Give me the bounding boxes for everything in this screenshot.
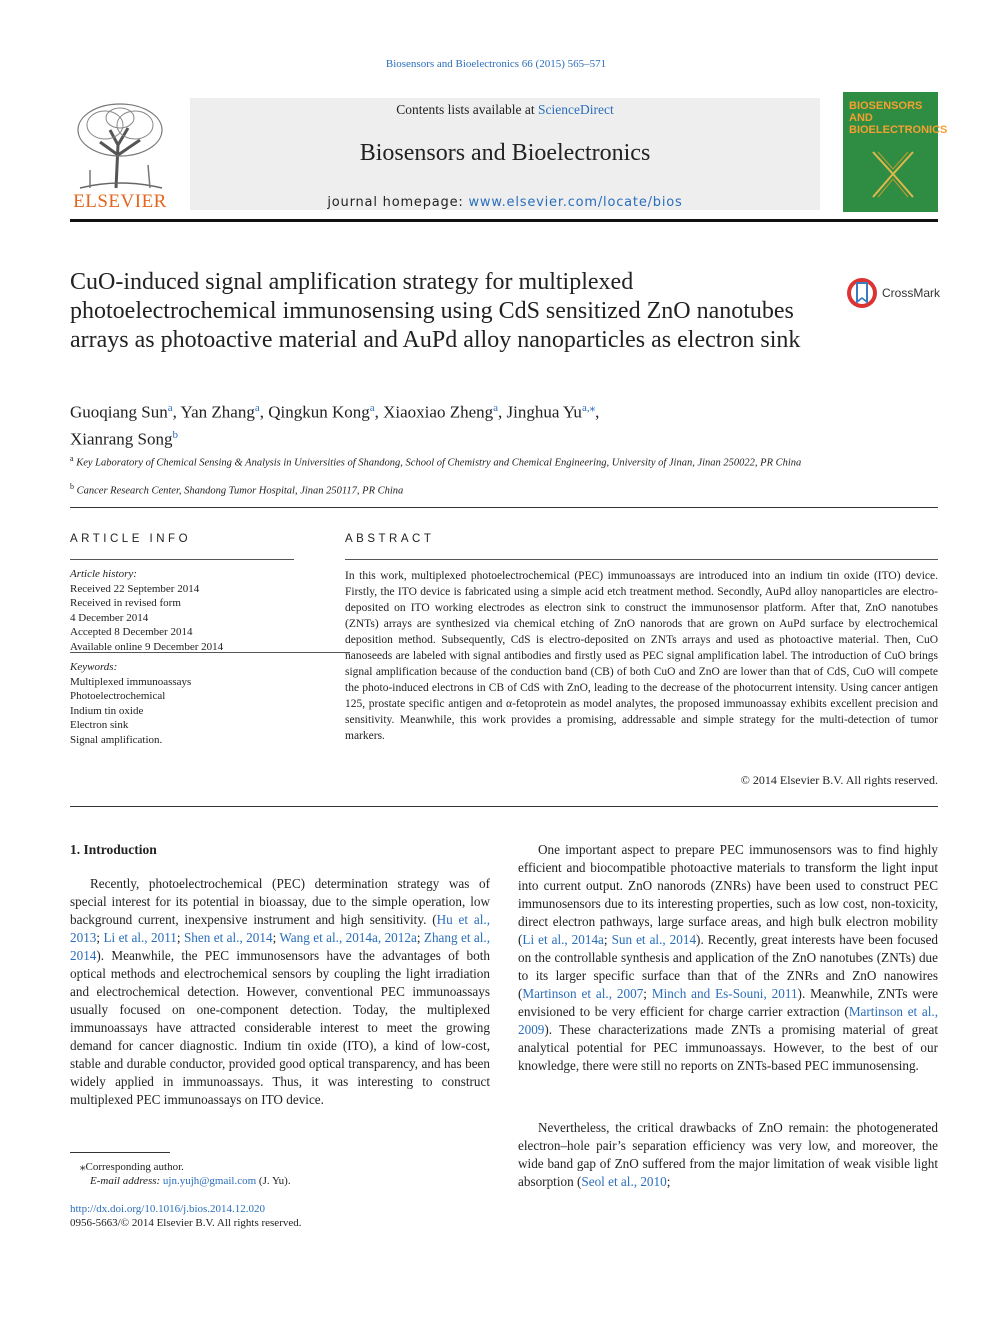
crossmark-icon (845, 276, 879, 310)
author-name[interactable]: Xianrang Song (70, 429, 173, 449)
author-list (70, 397, 850, 450)
affiliation-text: Cancer Research Center, Shandong Tumor Hospital, Jinan 250117, PR China (76, 485, 404, 497)
email-note (90, 1174, 291, 1188)
history-item: Received 22 September 2014 (70, 582, 200, 595)
paragraph-text: ). These characterizations made ZNTs a promising material of great analytical potential for PEC immunoassays. However, to the best of our knowledge, there were still no reports on ZNTs-based PEC immunosensing. (518, 1022, 938, 1073)
author-name[interactable]: Qingkun Kong (268, 402, 370, 422)
sciencedirect-link[interactable]: ScienceDirect (538, 102, 614, 117)
abstract-rule (345, 559, 938, 560)
citation-link[interactable]: Li et al., 2011 (103, 930, 177, 945)
author-affiliation-mark[interactable]: a (369, 402, 375, 414)
citation-link[interactable]: Martinson et al., 2007 (522, 986, 644, 1001)
cover-graphic-icon (868, 147, 918, 202)
author-affiliation-mark[interactable]: a,⁎ (581, 402, 596, 414)
elsevier-logo[interactable] (70, 100, 170, 210)
citation-link[interactable]: Wang et al., 2014a, 2012a (279, 930, 417, 945)
history-item: Accepted 8 December 2014 (70, 626, 193, 638)
author-separator: , (498, 402, 507, 422)
history-item: Received in revised form (70, 597, 181, 609)
email-suffix: (J. Yu). (256, 1175, 291, 1187)
contents-line (190, 102, 820, 118)
author-name[interactable]: Guoqiang Sun (70, 402, 168, 422)
corresponding-author-note: ⁎Corresponding author. (80, 1161, 184, 1173)
paragraph-text: One important aspect to prepare PEC immunosensors was to find highly efficient and biocompatible photoactive materials to transform the light input into current output. ZnO nanorods (ZNRs) have been used to construct PEC immunosensors due to its interesting properties, such as low cost, non-toxicity, direct electron pathways, large surface areas, and high bulk electron mobility ( (518, 842, 938, 947)
homepage-prefix: journal homepage: (327, 195, 469, 210)
email-label: E-mail address: (90, 1175, 163, 1187)
affiliation-b (70, 480, 860, 498)
paragraph-text: ; (176, 930, 184, 945)
citation-link[interactable]: Sun et al., 2014 (611, 932, 697, 947)
footnote-rule (70, 1152, 170, 1153)
issn-line: 0956-5663/© 2014 Elsevier B.V. All rights reserved. (70, 1217, 302, 1229)
crossmark-badge[interactable] (845, 276, 940, 310)
paragraph-text: ; (603, 932, 612, 947)
citation-link[interactable]: Zhang et al., 2014 (70, 930, 491, 963)
abstract-copyright: © 2014 Elsevier B.V. All rights reserved. (740, 773, 938, 787)
article-history (70, 567, 294, 654)
keyword-item: Photoelectrochemical (70, 690, 166, 702)
author-affiliation-mark[interactable]: a (167, 402, 173, 414)
citation-link[interactable]: Hu et al., 2013 (70, 912, 491, 945)
author-separator: , (259, 402, 269, 422)
author-separator: , (374, 402, 384, 422)
citation-link[interactable]: Seol et al., 2010 (581, 1174, 667, 1189)
crossmark-label: CrossMark (882, 286, 941, 300)
affiliation-mark: a (70, 454, 74, 463)
keyword-item: Electron sink (70, 719, 129, 731)
author-affiliation-mark[interactable]: a (254, 402, 260, 414)
journal-title: Biosensors and Bioelectronics (359, 140, 651, 166)
journal-cover-thumbnail[interactable] (843, 92, 948, 212)
doi-link[interactable] (70, 1202, 265, 1216)
intro-left-paragraph (70, 875, 490, 1109)
affiliation-a (70, 452, 860, 470)
paragraph-text: ; (666, 1174, 671, 1189)
abstract-heading: ABSTRACT (345, 533, 435, 545)
paragraph-text: Nevertheless, the critical drawbacks of ZnO remain: the photogenerated electron–hole pair’s separation efficiency was very low, and moreover, the wide band gap of ZnO suffered from the major limitation of weak visible light absorption ( (518, 1120, 938, 1189)
article-info-heading: ARTICLE INFO (70, 533, 192, 545)
email-link[interactable]: ujn.yujh@gmail.com (162, 1175, 257, 1187)
citation-link[interactable]: Shen et al., 2014 (183, 930, 273, 945)
journal-citation[interactable]: Biosensors and Bioelectronics 66 (2015) 565–571 (385, 58, 607, 70)
history-label: Article history: (70, 568, 137, 580)
paragraph-text: ). Recently, great interests have been focused on the controllable synthesis and application of the ZnO nanotubes (ZNTs) due to its larger specific surface than that of the ZNRs and ZnO nanowires ( (518, 932, 939, 1001)
author-separator: , (172, 402, 181, 422)
publisher-name: ELSEVIER (73, 191, 167, 212)
intro-right-paragraph-1 (518, 841, 938, 1075)
journal-homepage (190, 195, 820, 210)
intro-right-paragraph-2 (518, 1119, 938, 1191)
paragraph-text: ). Meanwhile, ZNTs were envisioned to be very efficient for charge carrier extraction ( (518, 986, 938, 1019)
intro-heading: 1. Introduction (70, 842, 157, 857)
citation-link[interactable]: Martinson et al., 2009 (518, 1004, 938, 1037)
keyword-item: Indium tin oxide (70, 704, 144, 717)
affiliation-mark: b (70, 482, 74, 491)
abstract-text: In this work, multiplexed photoelectrochemical (PEC) immunoassays are introduced into an indium tin oxide (ITO) device. Firstly, the ITO device is fabricated using a simple acid etch treatment method. Secondly, AuPd alloy nanoparticles are electro-deposited on ITO working electrodes as electron sink to construct the immunosensor platform. After that, ZnO nanotubes (ZNTs) arrays are synthesized via chemical etching of ZnO nanorods that are grown on AuPd surface by electrochemical deposition method. Subsequently, CdS is electro-deposited on ZNTs arrays and used as photoactive material. Then, CuO nanoseeds are labeled with signal antibodies and firstly used as PEC signal amplification label. The introduction of CuO brings signal amplification because of the conduction band (CB) of both CuO and ZnO are lower than that of CdS, CuO will compete the photo-induced electrons in CB of CdS with ZnO, leading to the decrease of the photocurrent intensity. Using cancer antigen 125, prostate specific antigen and α-fetoprotein as model analytes, the proposed immunoassay exhibits excellent precision and sensitivity. Meanwhile, this work provides a promising, addressable and simple strategy for the multi-detection of tumor markers. (345, 570, 938, 742)
header-rule (70, 219, 938, 222)
citation-link[interactable]: Minch and Es-Souni, 2011 (651, 986, 798, 1001)
meta-rule-bottom (70, 806, 938, 807)
cover-title: BIOSENSORS AND BIOELECTRONICS (849, 100, 948, 136)
article-info-rule (70, 559, 294, 560)
paragraph-text: Recently, photoelectrochemical (PEC) determination strategy was of special interest for its potential in bioassay, due to the simple operation, low background current, inexpensive instrument and high sensitivity. ( (70, 876, 490, 927)
homepage-link[interactable]: www.elsevier.com/locate/bios (468, 195, 683, 210)
paragraph-text: ; (272, 930, 280, 945)
citation-link[interactable]: Li et al., 2014a (522, 932, 604, 947)
keyword-item: Signal amplification. (70, 733, 163, 746)
paragraph-text: ; (96, 930, 104, 945)
paragraph-text: ; (416, 930, 424, 945)
author-separator: , (595, 402, 600, 422)
meta-rule-top (70, 507, 938, 508)
author-name[interactable]: Yan Zhang (180, 402, 255, 422)
author-affiliation-mark[interactable]: b (172, 428, 178, 441)
keywords-rule (70, 652, 350, 653)
affiliation-text: Key Laboratory of Chemical Sensing & Analysis in Universities of Shandong, School of Chemistry and Chemical Engineering, University of Jinan, Jinan 250022, PR China (76, 457, 802, 469)
paragraph-text: ). Meanwhile, the PEC immunosensors have the advantages of both optical methods and electrochemical sensors by coupling the light irradiation and electrochemical detection. However, conventional PEC immunoassays usually focused on one-component detection. Today, the multiplexed immunoassays have attracted considerable interest to meet the growing demand for cancer diagnostic. Indium tin oxide (ITO), a kind of low-cost, stable and durable conductor, provided good optical transparency, and has been widely applied in immunoassays. Thus, it was interesting to construct multiplexed PEC immunoassays on ITO device. (70, 948, 490, 1107)
author-name[interactable]: Jinghua Yu (506, 402, 582, 422)
keyword-item: Multiplexed immunoassays (70, 675, 192, 688)
keywords-block (70, 660, 294, 747)
author-name[interactable]: Xiaoxiao Zheng (383, 402, 494, 422)
article-title: CuO-induced signal amplification strategy for multiplexed photoelectrochemical immunosensing using CdS sensitized ZnO nanotubes arrays as photoactive material and AuPd alloy nanoparticles as electron sink (70, 269, 801, 353)
history-item: 4 December 2014 (70, 611, 149, 624)
doi-text[interactable]: http://dx.doi.org/10.1016/j.bios.2014.12.020 (70, 1203, 266, 1215)
elsevier-tree-icon (70, 100, 170, 190)
keywords-label: Keywords: (70, 661, 118, 673)
history-item: Available online 9 December 2014 (70, 640, 224, 653)
author-affiliation-mark[interactable]: a (493, 402, 499, 414)
paragraph-text: ; (643, 986, 652, 1001)
contents-prefix: Contents lists available at (396, 102, 538, 117)
